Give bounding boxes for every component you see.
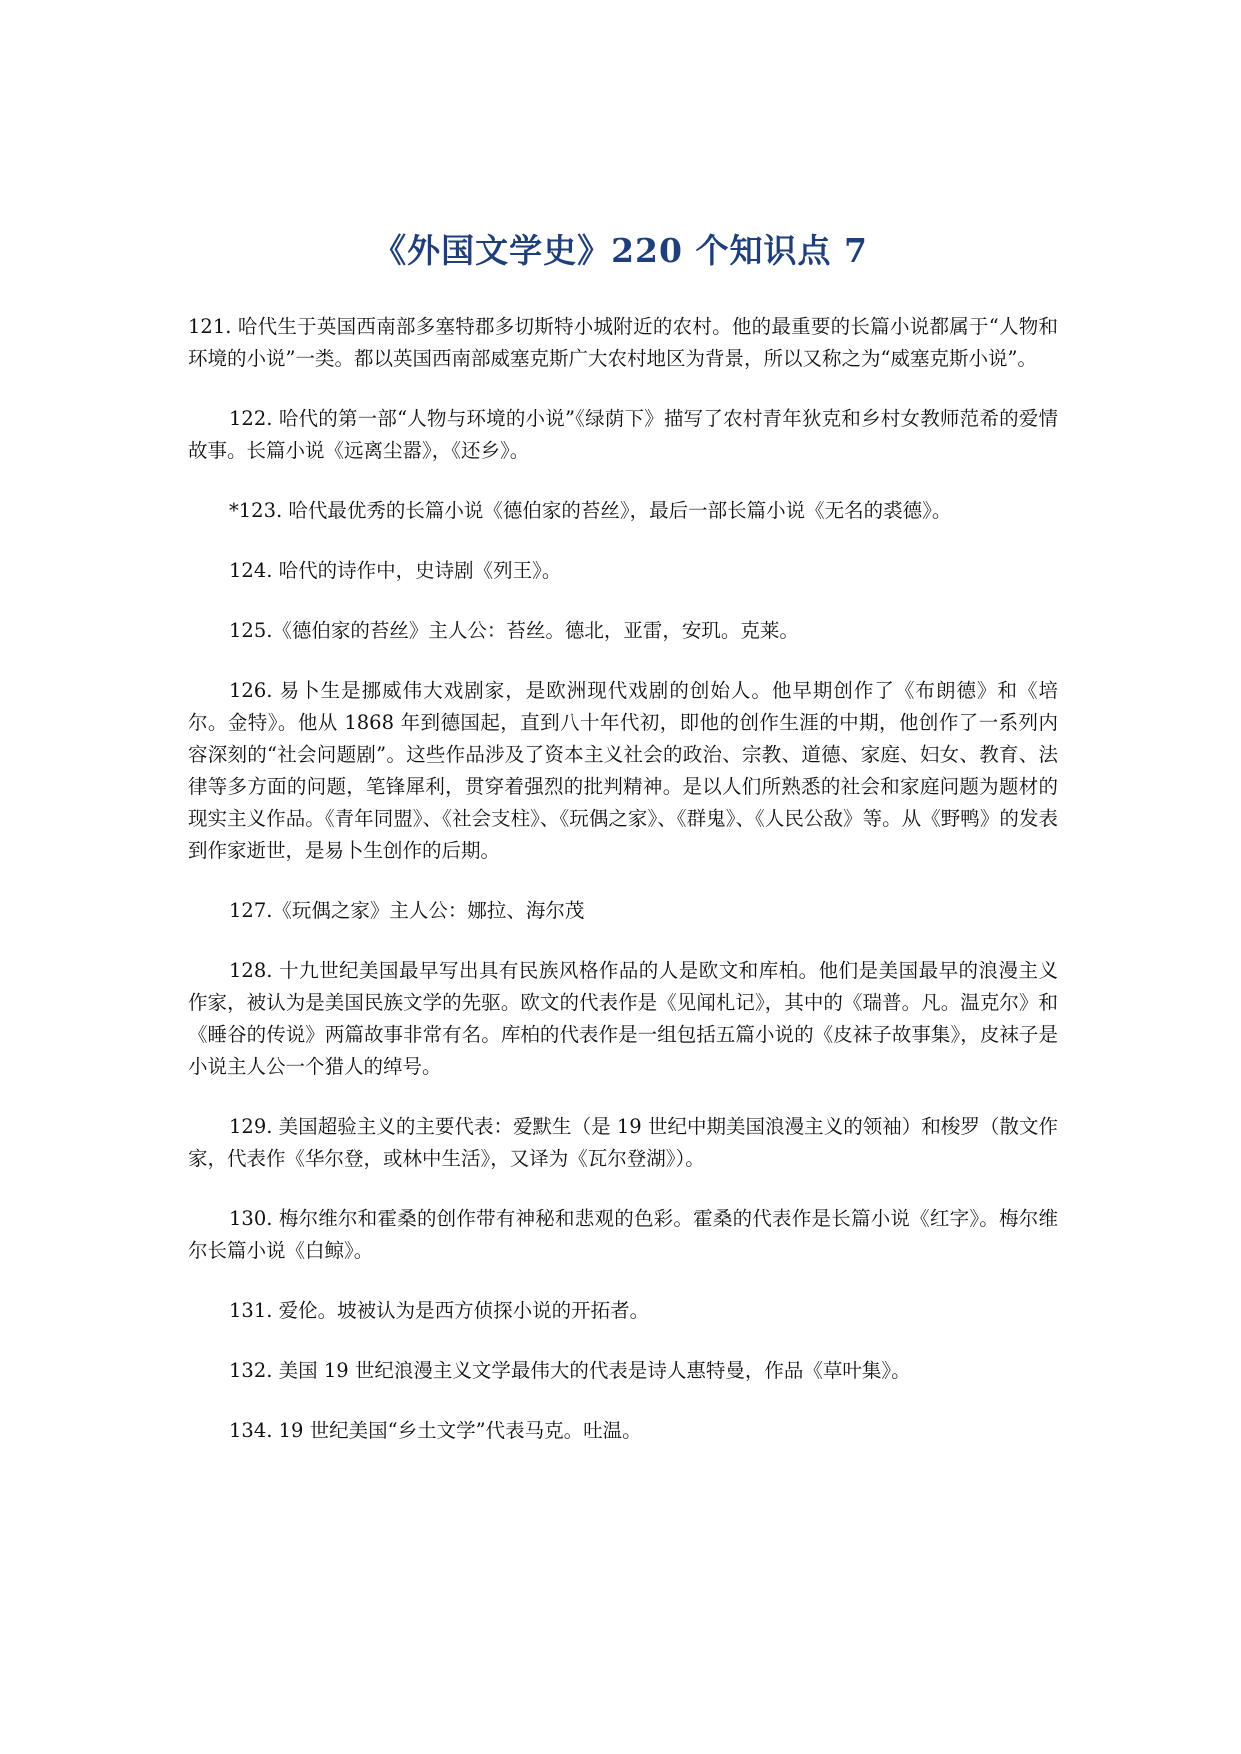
paragraph-126: 126. 易卜生是挪威伟大戏剧家，是欧洲现代戏剧的创始人。他早期创作了《布朗德》和《培尔。金特》。他从 1868 年到德国起，直到八十年代初，即他的创作生涯的中期，他创作了一系列内容深刻的“社会问题剧”。这些作品涉及了资本主义社会的政治、宗教、道德、家庭、妇女、教育、法律等多方面的问题，笔锋犀利，贯穿着强烈的批判精神。是以人们所熟悉的社会和家庭问题为题材的现实主义作品。《青年同盟》、《社会支柱》、《玩偶之家》、《群鬼》、《人民公敌》等。从《野鸭》的发表到作家逝世，是易卜生创作的后期。 — [188, 679, 1058, 862]
paragraph-122: 122. 哈代的第一部“人物与环境的小说”《绿荫下》描写了农村青年狄克和乡村女教师范希的爱情故事。长篇小说《远离尘嚣》，《还乡》。 — [188, 407, 1058, 462]
paragraph-125: 125.《德伯家的苔丝》主人公：苔丝。德北，亚雷，安玑。克莱。 — [229, 619, 799, 642]
paragraph-128: 128. 十九世纪美国最早写出具有民族风格作品的人是欧文和库柏。他们是美国最早的浪漫主义作家，被认为是美国民族文学的先驱。欧文的代表作是《见闻札记》，其中的《瑞普。凡。温克尔》和《睡谷的传说》两篇故事非常有名。库柏的代表作是一组包括五篇小说的《皮袜子故事集》，皮袜子是小说主人公一个猎人的绰号。 — [188, 959, 1058, 1078]
document-body — [188, 311, 1058, 1475]
paragraph-130: 130. 梅尔维尔和霍桑的创作带有神秘和悲观的色彩。霍桑的代表作是长篇小说《红字》。梅尔维尔长篇小说《白鲸》。 — [188, 1207, 1058, 1262]
paragraph-132: 132. 美国 19 世纪浪漫主义文学最伟大的代表是诗人惠特曼，作品《草叶集》。 — [229, 1359, 911, 1382]
paragraph-134: 134. 19 世纪美国“乡土文学”代表马克。吐温。 — [229, 1419, 642, 1442]
paragraph-123: *123. 哈代最优秀的长篇小说《德伯家的苔丝》，最后一部长篇小说《无名的裘德》。 — [229, 499, 952, 522]
paragraph-131: 131. 爱伦。坡被认为是西方侦探小说的开拓者。 — [229, 1299, 650, 1322]
paragraph-121: 121. 哈代生于英国西南部多塞特郡多切斯特小城附近的农村。他的最重要的长篇小说都属于“人物和环境的小说”一类。都以英国西南部威塞克斯广大农村地区为背景，所以又称之为“威塞克斯小说”。 — [188, 315, 1058, 370]
paragraph-129: 129. 美国超验主义的主要代表：爱默生（是 19 世纪中期美国浪漫主义的领袖）和梭罗（散文作家，代表作《华尔登，或林中生活》，又译为《瓦尔登湖》）。 — [188, 1115, 1058, 1170]
document-title: 《外国文学史》220 个知识点 7 — [373, 231, 868, 270]
paragraph-127: 127.《玩偶之家》主人公：娜拉、海尔茂 — [229, 899, 585, 922]
paragraph-124: 124. 哈代的诗作中，史诗剧《列王》。 — [229, 559, 562, 582]
